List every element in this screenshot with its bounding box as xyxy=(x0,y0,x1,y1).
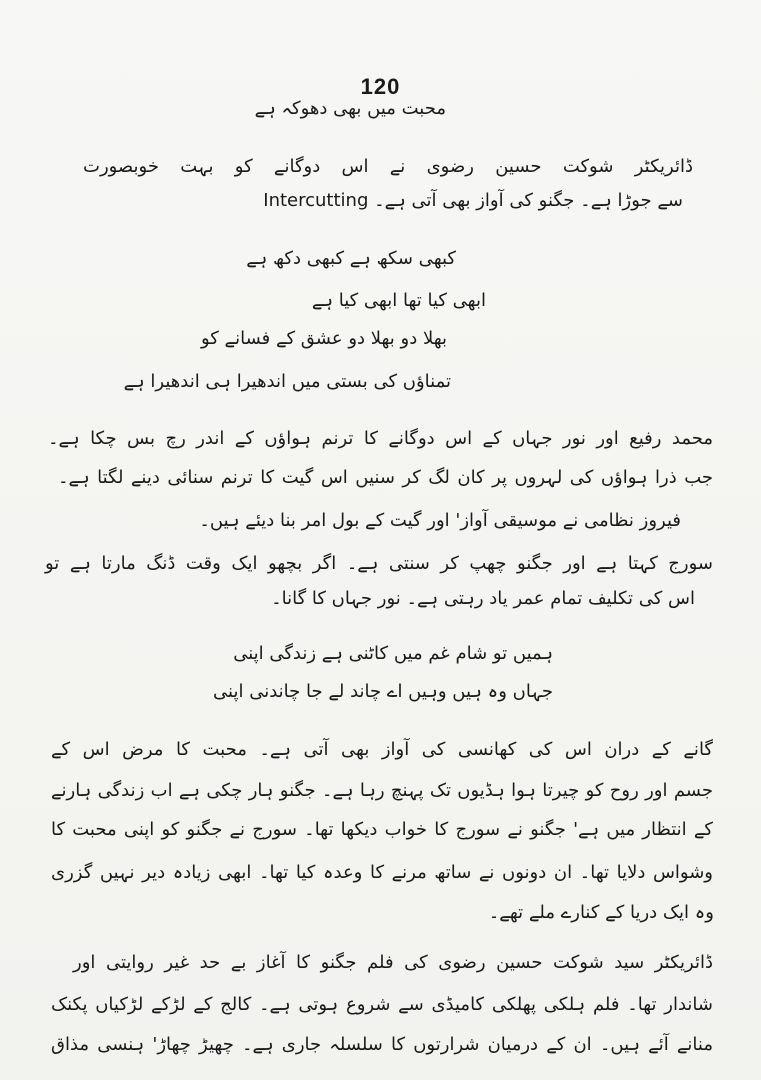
text-line-20: ڈائریکٹر سید شوکت حسین رضوی کی فلم جگنو کا آغاز بے حد غیر روایتی اور xyxy=(73,952,713,973)
text-line-16: جسم اور روح کو چیرتا ہوا ہڈیوں تک پہنچ رہا ہے۔ جگنو ہار چکی ہے اب زندگی ہارنے xyxy=(51,780,713,801)
text-line-18: وشواس دلایا تھا۔ ان دونوں نے ساتھ مرنے کا وعدہ کیا تھا۔ ابھی زیادہ دیر نہیں گزری xyxy=(51,862,713,883)
verse-line-4: تمناؤں کی بستی میں اندھیرا ہی اندھیرا ہے xyxy=(123,371,451,392)
text-line-21: شاندار تھا۔ فلم ہلکی پھلکی کامیڈی سے شروع ہوتی ہے۔ کالج کے لڑکے لڑکیاں پکنک xyxy=(51,994,713,1015)
text-line-12: اس کی تکلیف تمام عمر یاد رہتی ہے۔ نور جہاں کا گانا۔ xyxy=(271,588,695,609)
text-line-17: کے انتظار میں ہے' جگنو نے سورج کا خواب دیکھا تھا۔ سورج نے جگنو کو اپنی محبت کا xyxy=(51,819,713,840)
verse-line-2: ابھی کیا تھا ابھی کیا ہے xyxy=(311,290,486,311)
text-line-3-content: Intercutting سے جوڑا ہے۔ جگنو کی آواز بھی آتی ہے۔ xyxy=(263,190,683,211)
verse-line-3: بھلا دو بھلا دو عشق کے فسانے کو xyxy=(200,328,447,349)
text-line-2: ڈائریکٹر شوکت حسین رضوی نے اس دوگانے کو بہت خوبصورت xyxy=(83,156,693,177)
verse-line-6: جہاں وہ ہیں وہیں اے چاند لے جا چاندنی اپنی xyxy=(213,681,553,702)
text-line-19: وہ ایک دریا کے کنارے ملے تھے۔ xyxy=(488,902,714,923)
text-line-8: محمد رفیع اور نور جہاں کے اس دوگانے کا ترنم ہواؤں کے اندر رچ بس چکا ہے۔ xyxy=(48,428,713,449)
text-line-15: گانے کے دران اس کی کھانسی کی آواز بھی آتی ہے۔ محبت کا مرض اس کے xyxy=(51,739,713,760)
text-line-1: محبت میں بھی دھوکہ ہے xyxy=(254,98,446,119)
verse-line-5: ہمیں تو شام غم میں کاٹنی ہے زندگی اپنی xyxy=(233,643,553,664)
text-line-3 xyxy=(83,188,683,214)
text-line-9: جب ذرا ہواؤں کی لہروں پر کان لگ کر سنیں اس گیت کا ترنم سنائی دینے لگتا ہے۔ xyxy=(58,467,713,488)
verse-line-1: کبھی سکھ ہے کبھی دکھ ہے xyxy=(246,248,456,269)
page-number: 120 xyxy=(360,74,401,99)
text-line-11: سورج کہتا ہے اور جگنو چھپ کر سنتی ہے۔ اگر بچھو ایک وقت ڈنگ مارتا ہے تو xyxy=(45,553,713,574)
text-line-10: فیروز نظامی نے موسیقی آواز' اور گیت کے بول امر بنا دیئے ہیں۔ xyxy=(199,510,681,531)
text-line-22: منانے آئے ہیں۔ ان کے درمیان شرارتوں کا سلسلہ جاری ہے۔ چھیڑ چھاڑ' ہنسی مذاق xyxy=(51,1034,713,1055)
